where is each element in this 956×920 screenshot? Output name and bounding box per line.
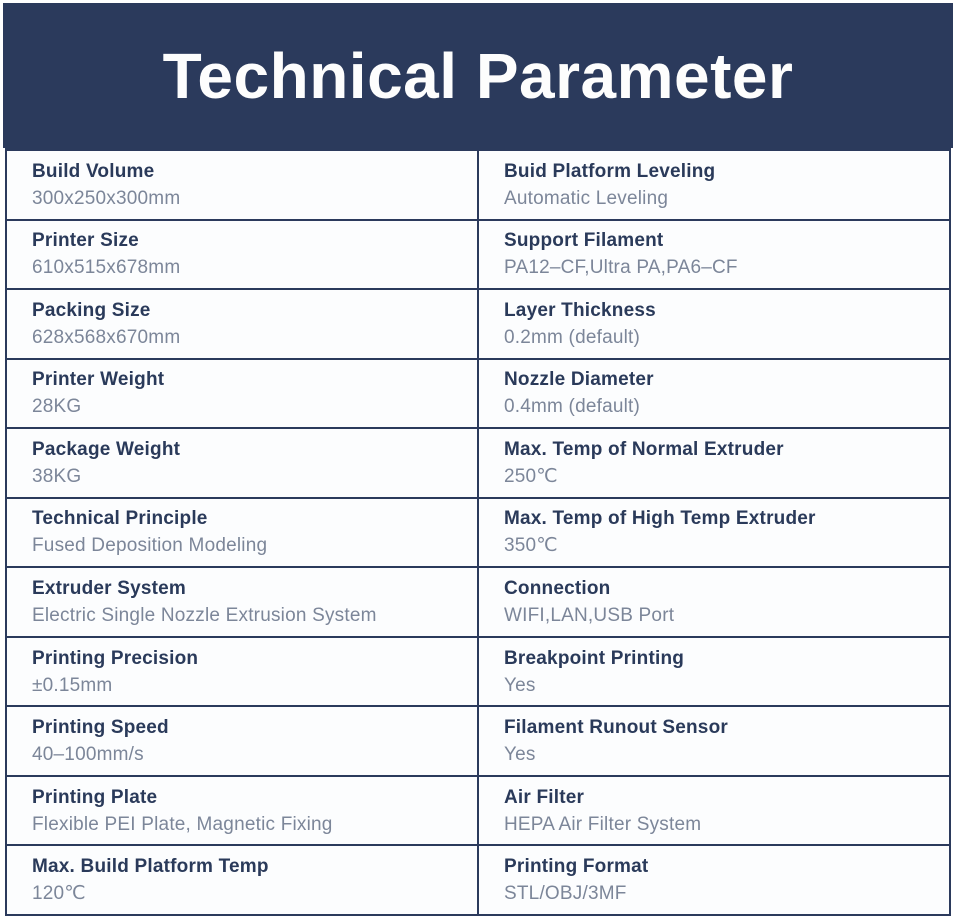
spec-label: Nozzle Diameter bbox=[504, 369, 654, 391]
spec-cell-nozzle-diameter bbox=[479, 360, 949, 428]
spec-value: WIFI,LAN,USB Port bbox=[504, 605, 675, 627]
spec-label: Buid Platform Leveling bbox=[504, 160, 716, 182]
spec-value: 120℃ bbox=[32, 883, 86, 905]
spec-cell-layer-thickness bbox=[479, 290, 949, 358]
spec-cell-printing-precision bbox=[7, 638, 477, 706]
spec-cell-breakpoint-printing bbox=[479, 638, 949, 706]
spec-value: Automatic Leveling bbox=[504, 187, 669, 209]
spec-value: ±0.15mm bbox=[32, 674, 113, 696]
spec-label: Printing Speed bbox=[32, 717, 169, 739]
spec-label: Printing Format bbox=[504, 856, 649, 878]
page-title: Technical Parameter bbox=[162, 39, 794, 112]
spec-cell-filament-runout-sensor bbox=[479, 707, 949, 775]
spec-value: 0.2mm (default) bbox=[504, 326, 641, 348]
spec-value: 300x250x300mm bbox=[32, 187, 181, 209]
spec-label: Printing Precision bbox=[32, 647, 199, 669]
spec-cell-packing-size bbox=[7, 290, 477, 358]
spec-cell-package-weight bbox=[7, 429, 477, 497]
spec-label: Max. Build Platform Temp bbox=[32, 856, 269, 878]
spec-label: Printer Weight bbox=[32, 369, 165, 391]
spec-value: Yes bbox=[504, 674, 536, 696]
spec-label: Max. Temp of High Temp Extruder bbox=[504, 508, 816, 530]
spec-value: HEPA Air Filter System bbox=[504, 813, 702, 835]
spec-value: 38KG bbox=[32, 465, 82, 487]
spec-label: Extruder System bbox=[32, 578, 187, 600]
spec-cell-build-platform-leveling bbox=[479, 151, 949, 219]
spec-label: Max. Temp of Normal Extruder bbox=[504, 438, 784, 460]
spec-label: Build Volume bbox=[32, 160, 155, 182]
spec-value: PA12–CF,Ultra PA,PA6–CF bbox=[504, 257, 738, 279]
spec-label: Breakpoint Printing bbox=[504, 647, 685, 669]
spec-value: Electric Single Nozzle Extrusion System bbox=[32, 605, 377, 627]
spec-value: 0.4mm (default) bbox=[504, 396, 641, 418]
spec-cell-printer-size bbox=[7, 221, 477, 289]
spec-cell-printing-speed bbox=[7, 707, 477, 775]
spec-cell-support-filament bbox=[479, 221, 949, 289]
spec-value: Yes bbox=[504, 744, 536, 766]
spec-label: Packing Size bbox=[32, 299, 151, 321]
spec-cell-max-build-platform-temp bbox=[7, 846, 477, 914]
spec-cell-air-filter bbox=[479, 777, 949, 845]
spec-cell-max-temp-high-extruder bbox=[479, 499, 949, 567]
spec-label: Layer Thickness bbox=[504, 299, 656, 321]
spec-cell-printer-weight bbox=[7, 360, 477, 428]
spec-label: Air Filter bbox=[504, 786, 585, 808]
spec-value: 628x568x670mm bbox=[32, 326, 181, 348]
spec-value: Fused Deposition Modeling bbox=[32, 535, 268, 557]
spec-label: Connection bbox=[504, 578, 611, 600]
spec-cell-max-temp-normal-extruder bbox=[479, 429, 949, 497]
header-banner bbox=[3, 3, 953, 148]
spec-table bbox=[5, 148, 951, 916]
spec-value: 40–100mm/s bbox=[32, 744, 144, 766]
spec-cell-extruder-system bbox=[7, 568, 477, 636]
spec-value: 250℃ bbox=[504, 465, 558, 487]
spec-value: 350℃ bbox=[504, 535, 558, 557]
spec-label: Filament Runout Sensor bbox=[504, 717, 728, 739]
spec-cell-build-volume bbox=[7, 151, 477, 219]
spec-cell-technical-principle bbox=[7, 499, 477, 567]
spec-cell-printing-format bbox=[479, 846, 949, 914]
spec-cell-connection bbox=[479, 568, 949, 636]
spec-value: Flexible PEI Plate, Magnetic Fixing bbox=[32, 813, 333, 835]
spec-label: Support Filament bbox=[504, 230, 664, 252]
spec-label: Printing Plate bbox=[32, 786, 158, 808]
spec-label: Technical Principle bbox=[32, 508, 208, 530]
spec-label: Printer Size bbox=[32, 230, 139, 252]
spec-cell-printing-plate bbox=[7, 777, 477, 845]
spec-value: STL/OBJ/3MF bbox=[504, 883, 627, 905]
spec-value: 610x515x678mm bbox=[32, 257, 181, 279]
spec-sheet bbox=[3, 3, 953, 916]
spec-value: 28KG bbox=[32, 396, 82, 418]
spec-label: Package Weight bbox=[32, 438, 181, 460]
